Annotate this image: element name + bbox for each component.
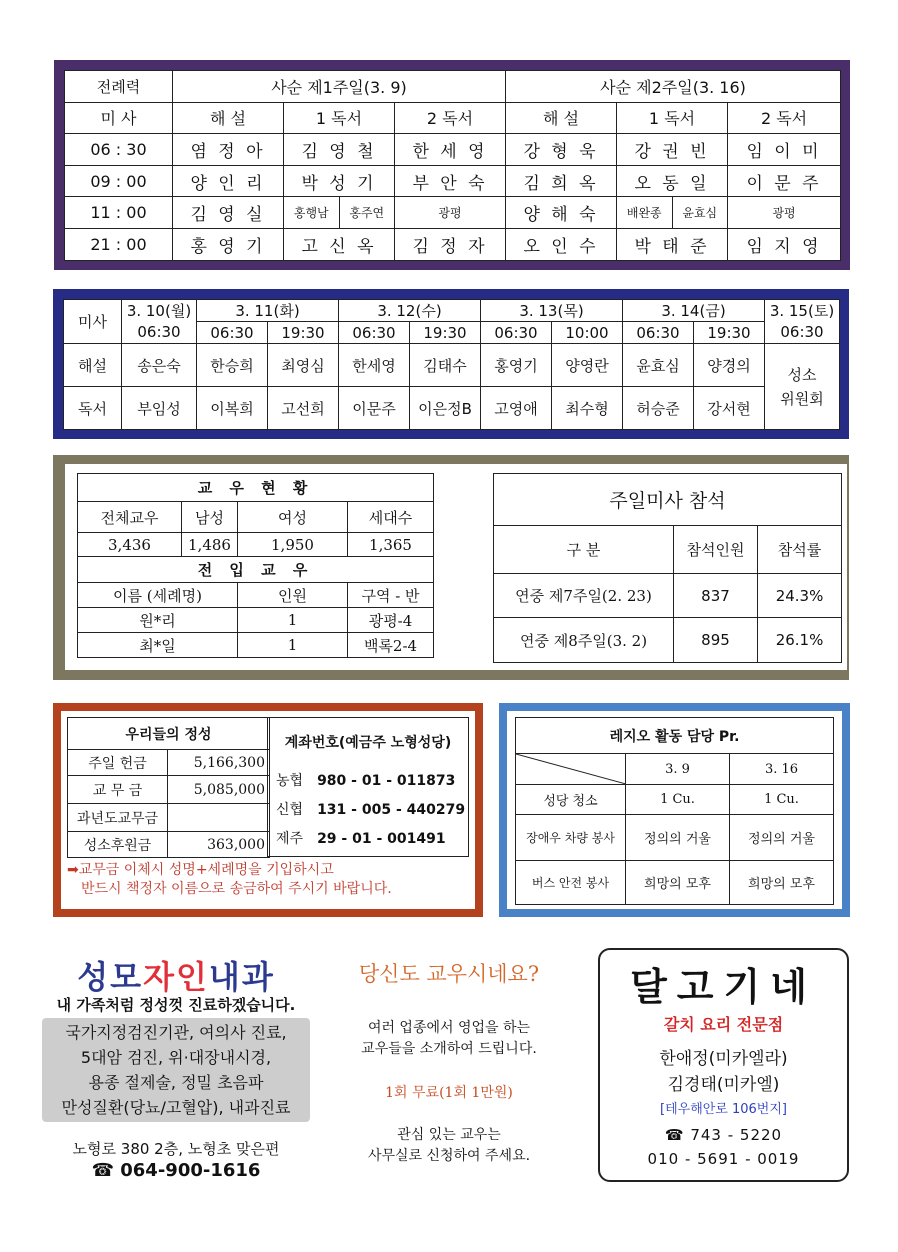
table-row xyxy=(494,574,842,618)
attendance-label: 연중 제8주일(3. 2) xyxy=(494,618,674,663)
stats-value: 3,436 xyxy=(78,533,182,557)
minister-name: 홍주연 xyxy=(349,206,385,221)
attendance-table xyxy=(493,473,842,663)
stats-value: 1,365 xyxy=(348,533,434,557)
offering-amount: 5,085,000 xyxy=(168,776,270,804)
newcomer-header: 구역 - 반 xyxy=(348,583,434,608)
promo-price: 1회 무료(1회 1만원) xyxy=(385,1085,513,1101)
restaurant-specialty: 갈치 요리 전문점 xyxy=(663,1015,784,1034)
role-header: 해 설 xyxy=(173,102,284,134)
bank-accounts-box xyxy=(267,717,469,857)
minister-name: 홍 영 기 xyxy=(173,228,284,260)
clinic-address: 노형로 380 2층, 노형초 맞은편 xyxy=(72,1140,280,1158)
saturday-note xyxy=(765,344,840,430)
minister-name: 이은정B xyxy=(410,387,481,430)
stats-header: 여성 xyxy=(238,502,348,533)
clinic-tagline: 내 가족처럼 정성껏 진료하겠습니다. xyxy=(56,996,296,1014)
minister-name: 송은숙 xyxy=(122,344,197,387)
minister-name: 오 인 수 xyxy=(506,228,617,260)
promo-line: 관심 있는 교우는 xyxy=(397,1127,501,1143)
mass-time: 06:30 xyxy=(765,322,840,344)
bank-name: 신협 xyxy=(276,802,304,818)
sunday-schedule-panel xyxy=(54,60,850,270)
offering-amount: 363,000 xyxy=(168,832,270,858)
minister-name: 부임성 xyxy=(122,387,197,430)
legio-inner xyxy=(507,711,842,909)
minister-name: 고영애 xyxy=(481,387,552,430)
day-header: 3. 14(금) xyxy=(623,300,765,322)
mass-time: 19:30 xyxy=(694,322,765,344)
restaurant-phone: ☎ 743 - 5220 xyxy=(664,1126,783,1144)
stats-value: 1,950 xyxy=(238,533,348,557)
newcomer-count: 1 xyxy=(238,633,348,658)
minister-name: 양 인 리 xyxy=(173,165,284,197)
attendance-title: 주일미사 참석 xyxy=(494,474,842,526)
legio-task: 성당 청소 xyxy=(516,785,626,815)
attendance-label: 연중 제7주일(2. 23) xyxy=(494,574,674,618)
minister-name: 김 희 옥 xyxy=(506,165,617,197)
saturday-note-line: 위원회 xyxy=(780,389,824,408)
parish-stats-inner xyxy=(65,464,847,670)
service-line: 만성질환(당뇨/고혈압), 내과진료 xyxy=(61,1098,291,1117)
sunday-schedule-table xyxy=(64,70,841,261)
liturgical-calendar-label: 전례력 xyxy=(65,71,173,103)
transfer-note xyxy=(67,861,392,899)
stats-title: 교 우 현 황 xyxy=(78,474,434,502)
minister-name: 박 태 준 xyxy=(617,228,728,260)
newcomer-header: 이름 (세례명) xyxy=(78,583,238,608)
promo-line: 사무실로 신청하여 주세요. xyxy=(367,1148,531,1164)
mass-time: 19:30 xyxy=(410,322,481,344)
promo-title: 당신도 교우시네요? xyxy=(358,962,540,986)
minister-name: 한 세 영 xyxy=(395,134,506,166)
account-number: 29 - 01 - 001491 xyxy=(317,831,446,847)
restaurant-owner: 김경태(미카엘) xyxy=(667,1075,780,1095)
diagonal-header-cell xyxy=(516,754,626,785)
minister-name: 염 정 아 xyxy=(173,134,284,166)
mass-time: 21 : 00 xyxy=(65,228,173,260)
legio-date: 3. 16 xyxy=(730,754,834,785)
minister-name: 김 영 철 xyxy=(284,134,395,166)
legio-panel xyxy=(499,703,850,917)
mass-time: 11 : 00 xyxy=(65,197,173,229)
mass-label: 미사 xyxy=(64,300,122,344)
clinic-phone: ☎ 064-900-1616 xyxy=(91,1160,261,1181)
table-row xyxy=(516,815,834,861)
minister-name: 고 신 옥 xyxy=(284,228,395,260)
minister-name: 배완종 xyxy=(617,197,673,228)
legio-table xyxy=(515,717,834,905)
clinic-services xyxy=(42,1018,310,1122)
minister-name: 최수형 xyxy=(552,387,623,430)
reader-label: 독서 xyxy=(64,387,122,430)
offering-amount: 5,166,300 xyxy=(168,750,270,776)
split-reader-cell xyxy=(617,197,728,229)
minister-name: 강 형 욱 xyxy=(506,134,617,166)
minister-name: 광평 xyxy=(728,197,841,229)
mass-time: 19:30 xyxy=(268,322,339,344)
attendance-header: 구 분 xyxy=(494,526,674,574)
minister-name: 부 안 숙 xyxy=(395,165,506,197)
mass-time: 06:30 xyxy=(122,322,197,344)
weekday-schedule-inner xyxy=(63,299,839,429)
table-row xyxy=(65,197,841,229)
minister-name: 강 권 빈 xyxy=(617,134,728,166)
service-line: 국가지정검진기관, 여의사 진료, xyxy=(65,1023,287,1042)
legio-task: 장애우 차량 봉사 xyxy=(516,815,626,861)
minister-name: 한세영 xyxy=(339,344,410,387)
newcomer-zone: 광평-4 xyxy=(348,608,434,633)
minister-name: 윤효심 xyxy=(682,206,718,221)
mass-time: 06:30 xyxy=(481,322,552,344)
legio-praesidium: 희망의 모후 xyxy=(730,861,834,905)
weekday-schedule-table xyxy=(63,299,840,430)
service-line: 용종 절제술, 정밀 초음파 xyxy=(88,1073,264,1092)
minister-name: 강서현 xyxy=(694,387,765,430)
minister-name: 양영란 xyxy=(552,344,623,387)
table-row xyxy=(64,344,840,387)
attendance-header: 참석률 xyxy=(758,526,842,574)
attendance-header: 참석인원 xyxy=(674,526,758,574)
offerings-panel xyxy=(53,703,483,917)
role-header: 해 설 xyxy=(506,102,617,134)
bank-name: 농협 xyxy=(276,773,304,789)
account-row xyxy=(276,828,446,848)
promo-line: 교우들을 소개하여 드립니다. xyxy=(361,1041,537,1057)
newcomers-title: 전 입 교 우 xyxy=(78,557,434,583)
attendance-rate: 24.3% xyxy=(758,574,842,618)
saturday-note-line: 성소 xyxy=(787,365,817,384)
mass-time: 10:00 xyxy=(552,322,623,344)
offering-amount xyxy=(168,804,270,832)
stats-header: 남성 xyxy=(182,502,238,533)
minister-name: 임 지 영 xyxy=(728,228,841,260)
restaurant-address: [테우해안로 106번지] xyxy=(660,1102,787,1117)
attendance-count: 837 xyxy=(674,574,758,618)
newcomer-header: 인원 xyxy=(238,583,348,608)
split-reader-cell xyxy=(284,197,395,229)
diagonal-line xyxy=(516,754,626,784)
minister-name: 김 영 실 xyxy=(173,197,284,229)
offering-label: 성소후원금 xyxy=(68,832,168,858)
offerings-title: 우리들의 정성 xyxy=(68,718,270,750)
promo-line: 여러 업종에서 영업을 하는 xyxy=(367,1020,531,1036)
offering-label: 주일 헌금 xyxy=(68,750,168,776)
account-number: 980 - 01 - 011873 xyxy=(317,773,456,789)
legio-praesidium: 1 Cu. xyxy=(730,785,834,815)
week1-title: 사순 제1주일(3. 9) xyxy=(173,71,506,103)
clinic-title-part: 내과 xyxy=(208,958,275,996)
note-line: 반드시 책정자 이름으로 송금하여 주시기 바랍니다. xyxy=(81,881,392,897)
commentator-label: 해설 xyxy=(64,344,122,387)
minister-name: 윤효심 xyxy=(623,344,694,387)
mass-time: 06 : 30 xyxy=(65,134,173,166)
week2-title: 사순 제2주일(3. 16) xyxy=(506,71,841,103)
sunday-schedule-inner xyxy=(64,70,840,260)
clinic-title xyxy=(40,952,312,998)
mass-time: 06:30 xyxy=(339,322,410,344)
restaurant-name: 달고기네 xyxy=(630,965,817,1009)
restaurant-mobile: 010 - 5691 - 0019 xyxy=(647,1150,800,1168)
table-row xyxy=(64,387,840,430)
table-row xyxy=(65,165,841,197)
minister-name: 임 이 미 xyxy=(728,134,841,166)
promo-description xyxy=(318,1018,580,1060)
clinic-title-part: 성모 xyxy=(77,958,144,996)
role-header: 2 독서 xyxy=(728,102,841,134)
weekday-schedule-panel xyxy=(53,289,849,439)
account-title: 계좌번호(예금주 노형성당) xyxy=(284,735,452,751)
minister-name: 김 정 자 xyxy=(395,228,506,260)
newcomer-name: 최*일 xyxy=(78,633,238,658)
table-row xyxy=(68,832,270,858)
clinic-ad xyxy=(40,942,312,1188)
minister-name: 고선희 xyxy=(268,387,339,430)
day-header: 3. 12(수) xyxy=(339,300,481,322)
minister-name: 홍영기 xyxy=(481,344,552,387)
day-header: 3. 15(토) xyxy=(765,300,840,322)
table-row xyxy=(494,618,842,663)
table-row xyxy=(65,228,841,260)
role-header: 2 독서 xyxy=(395,102,506,134)
mass-time: 06:30 xyxy=(197,322,268,344)
day-header: 3. 11(화) xyxy=(197,300,339,322)
attendance-rate: 26.1% xyxy=(758,618,842,663)
parishioner-business-promo xyxy=(318,950,580,1180)
parish-stats-panel xyxy=(53,455,849,680)
table-row xyxy=(68,750,270,776)
minister-name: 양경의 xyxy=(694,344,765,387)
note-line: ➡교무금 이체시 성명+세례명을 기입하시고 xyxy=(67,862,334,878)
table-row xyxy=(78,633,434,658)
legio-praesidium: 정의의 거울 xyxy=(626,815,730,861)
mass-time: 06:30 xyxy=(623,322,694,344)
table-row xyxy=(68,804,270,832)
role-header: 1 독서 xyxy=(617,102,728,134)
offering-label: 교 무 금 xyxy=(68,776,168,804)
account-row xyxy=(276,770,455,790)
minister-name: 이복희 xyxy=(197,387,268,430)
minister-name: 김태수 xyxy=(410,344,481,387)
legio-title: 레지오 활동 담당 Pr. xyxy=(516,718,834,754)
account-row xyxy=(276,799,465,819)
account-number: 131 - 005 - 440279 xyxy=(317,802,466,818)
mass-label: 미 사 xyxy=(65,102,173,134)
mass-time: 09 : 00 xyxy=(65,165,173,197)
restaurant-ad xyxy=(598,948,849,1182)
legio-date: 3. 9 xyxy=(626,754,730,785)
offerings-table xyxy=(67,717,270,858)
minister-name: 박 성 기 xyxy=(284,165,395,197)
minister-name: 양 해 숙 xyxy=(506,197,617,229)
restaurant-owner: 한애정(미카엘라) xyxy=(659,1049,788,1069)
legio-praesidium: 1 Cu. xyxy=(626,785,730,815)
clinic-title-part: 자인 xyxy=(143,958,209,996)
parishioner-stats-table xyxy=(77,473,434,658)
newcomer-name: 원*리 xyxy=(78,608,238,633)
service-line: 5대암 검진, 위·대장내시경, xyxy=(80,1048,272,1067)
stats-header: 세대수 xyxy=(348,502,434,533)
minister-name: 오 동 일 xyxy=(617,165,728,197)
bank-name: 제주 xyxy=(276,831,304,847)
table-row xyxy=(516,861,834,905)
legio-praesidium: 정의의 거울 xyxy=(730,815,834,861)
stats-value: 1,486 xyxy=(182,533,238,557)
minister-name: 이 문 주 xyxy=(728,165,841,197)
offering-label: 과년도교무금 xyxy=(68,804,168,832)
stats-header: 전체교우 xyxy=(78,502,182,533)
legio-task: 버스 안전 봉사 xyxy=(516,861,626,905)
table-row xyxy=(516,785,834,815)
table-row xyxy=(78,608,434,633)
minister-name: 광평 xyxy=(395,197,506,229)
minister-name: 홍행남 xyxy=(284,197,340,228)
day-header: 3. 13(목) xyxy=(481,300,623,322)
minister-name: 허승준 xyxy=(623,387,694,430)
minister-name: 이문주 xyxy=(339,387,410,430)
promo-instructions xyxy=(318,1125,580,1167)
minister-name: 최영심 xyxy=(268,344,339,387)
attendance-count: 895 xyxy=(674,618,758,663)
role-header: 1 독서 xyxy=(284,102,395,134)
offerings-inner xyxy=(61,711,475,909)
legio-praesidium: 희망의 모후 xyxy=(626,861,730,905)
minister-name: 한승희 xyxy=(197,344,268,387)
newcomer-zone: 백록2-4 xyxy=(348,633,434,658)
day-header: 3. 10(월) xyxy=(122,300,197,322)
table-row xyxy=(68,776,270,804)
newcomer-count: 1 xyxy=(238,608,348,633)
table-row xyxy=(65,134,841,166)
